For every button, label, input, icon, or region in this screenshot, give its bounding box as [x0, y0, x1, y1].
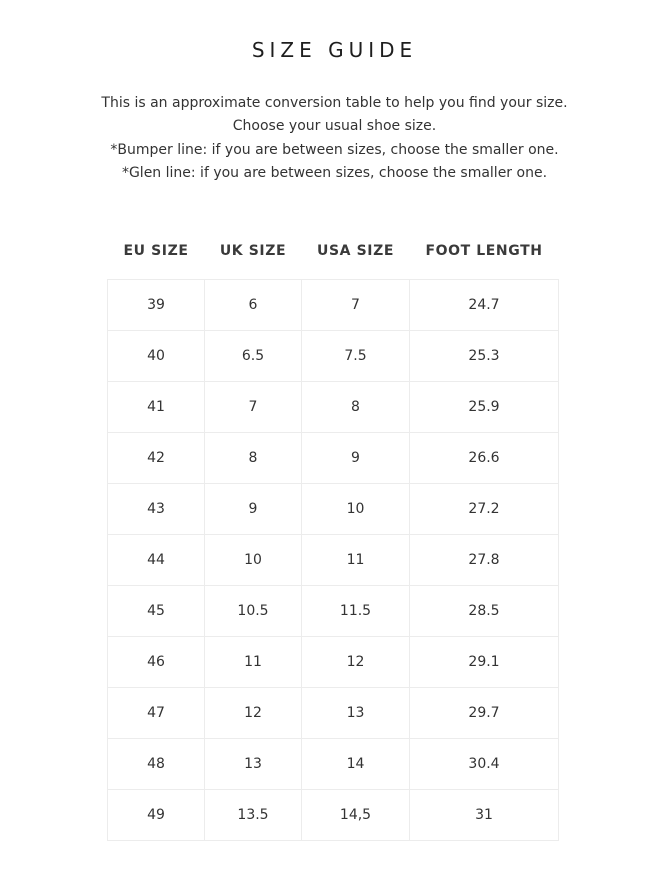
cell-eu-size: 47 — [108, 688, 205, 739]
intro-line: Choose your usual shoe size. — [232, 118, 437, 135]
cell-eu-size: 40 — [108, 331, 205, 382]
cell-eu-size: 45 — [108, 586, 205, 637]
page-title: SIZE GUIDE — [251, 38, 418, 62]
cell-usa-size: 10 — [302, 484, 410, 535]
header-uk-size: UK SIZE — [219, 242, 287, 259]
table-row — [108, 484, 559, 535]
cell-foot-length: 31 — [410, 790, 559, 841]
cell-uk-size: 7 — [205, 382, 302, 433]
cell-usa-size: 14 — [302, 739, 410, 790]
table-row — [108, 586, 559, 637]
cell-eu-size: 46 — [108, 637, 205, 688]
cell-foot-length: 29.1 — [410, 637, 559, 688]
cell-uk-size: 11 — [205, 637, 302, 688]
cell-uk-size: 10 — [205, 535, 302, 586]
table-row — [108, 535, 559, 586]
table-row — [108, 637, 559, 688]
header-eu-size: EU SIZE — [123, 242, 189, 259]
table-row — [108, 433, 559, 484]
header-usa-size: USA SIZE — [317, 242, 394, 259]
table-row — [108, 280, 559, 331]
table-spacer — [108, 271, 559, 280]
cell-eu-size: 42 — [108, 433, 205, 484]
size-table — [107, 230, 559, 841]
cell-uk-size: 8 — [205, 433, 302, 484]
cell-eu-size: 48 — [108, 739, 205, 790]
cell-uk-size: 13 — [205, 739, 302, 790]
cell-usa-size: 11.5 — [302, 586, 410, 637]
cell-usa-size: 13 — [302, 688, 410, 739]
bumper-note: *Bumper line: if you are between sizes, choose the smaller one. — [110, 141, 559, 158]
cell-uk-size: 12 — [205, 688, 302, 739]
table-row — [108, 739, 559, 790]
header-foot-length: FOOT LENGTH — [425, 242, 543, 259]
cell-foot-length: 27.8 — [410, 535, 559, 586]
cell-uk-size: 9 — [205, 484, 302, 535]
cell-eu-size: 49 — [108, 790, 205, 841]
intro-line: This is an approximate conversion table to help you find your size. — [101, 95, 568, 111]
cell-uk-size: 6 — [205, 280, 302, 331]
cell-foot-length: 25.9 — [410, 382, 559, 433]
cell-eu-size: 41 — [108, 382, 205, 433]
cell-foot-length: 26.6 — [410, 433, 559, 484]
cell-usa-size: 14,5 — [302, 790, 410, 841]
table-row — [108, 382, 559, 433]
intro-text — [0, 92, 669, 185]
cell-foot-length: 24.7 — [410, 280, 559, 331]
cell-usa-size: 7.5 — [302, 331, 410, 382]
cell-usa-size: 12 — [302, 637, 410, 688]
cell-uk-size: 6.5 — [205, 331, 302, 382]
cell-usa-size: 7 — [302, 280, 410, 331]
table-row — [108, 331, 559, 382]
cell-eu-size: 43 — [108, 484, 205, 535]
table-header-row — [108, 230, 559, 271]
cell-uk-size: 10.5 — [205, 586, 302, 637]
cell-foot-length: 30.4 — [410, 739, 559, 790]
cell-eu-size: 39 — [108, 280, 205, 331]
table-row — [108, 790, 559, 841]
cell-usa-size: 11 — [302, 535, 410, 586]
cell-foot-length: 27.2 — [410, 484, 559, 535]
cell-foot-length: 28.5 — [410, 586, 559, 637]
cell-uk-size: 13.5 — [205, 790, 302, 841]
cell-usa-size: 8 — [302, 382, 410, 433]
cell-foot-length: 29.7 — [410, 688, 559, 739]
table-row — [108, 688, 559, 739]
cell-usa-size: 9 — [302, 433, 410, 484]
glen-note: *Glen line: if you are between sizes, choose the smaller one. — [121, 164, 548, 181]
cell-foot-length: 25.3 — [410, 331, 559, 382]
cell-eu-size: 44 — [108, 535, 205, 586]
